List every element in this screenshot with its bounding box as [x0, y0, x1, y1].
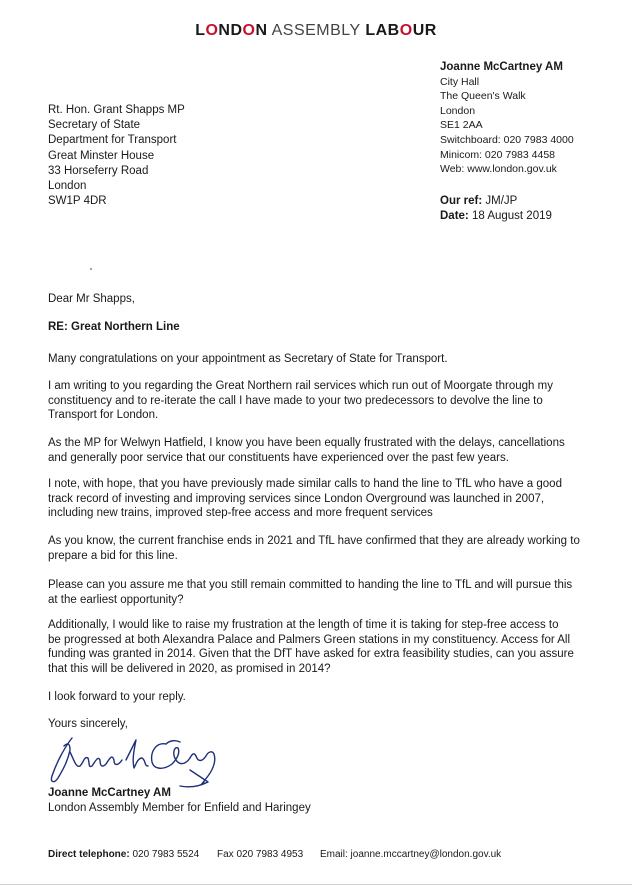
paragraph-line: Many congratulations on your appointment as Secretary of State for Transport.	[48, 353, 448, 365]
logo-letter: L	[195, 22, 206, 39]
sender-address-line: The Queen's Walk	[440, 90, 526, 103]
recipient-line: Secretary of State	[48, 119, 141, 132]
recipient-line: Great Minster House	[48, 149, 155, 162]
signer-name: Joanne McCartney AM	[48, 787, 171, 799]
paragraph	[48, 352, 588, 367]
paragraph-line: As you know, the current franchise ends in 2021 and TfL have confirmed that they are already working to	[48, 535, 580, 547]
paragraph-line: track record of investing and improving services since London Overground was launched in 2007,	[48, 492, 545, 505]
paragraph-line: funding was granted in 2014. Given that the DfT have asked for extra feasibility studies, can you assure	[48, 648, 574, 661]
logo-letter: ND	[218, 22, 243, 39]
signer-block	[48, 786, 311, 816]
paragraph-line: including new trains, improved step-free access and more frequent services	[48, 507, 433, 520]
paragraph-line: Transport for London.	[48, 409, 159, 422]
sender-name: Joanne McCartney AM	[440, 61, 563, 73]
handwritten-signature	[40, 730, 260, 790]
signer-title: London Assembly Member for Enfield and Haringey	[48, 802, 311, 814]
paragraph-line: I look forward to your reply.	[48, 691, 186, 703]
paragraph-line: Please can you assure me that you still remain committed to handing the line to TfL and will pursue this	[48, 579, 573, 591]
paragraph	[48, 618, 588, 676]
paragraph-line: be progressed at both Alexandra Palace and Palmers Green stations in my constituency. Access for All	[48, 633, 571, 646]
paragraph-line: As the MP for Welwyn Hatfield, I know you have been equally frustrated with the delays, cancellations	[48, 437, 565, 449]
recipient-line: Rt. Hon. Grant Shapps MP	[48, 104, 185, 116]
logo-letter: LAB	[365, 22, 400, 39]
sender-web: Web: www.london.gov.uk	[440, 163, 557, 176]
our-ref-label: Our ref:	[440, 195, 483, 207]
logo-letter: O	[205, 22, 219, 39]
sender-switchboard: Switchboard: 020 7983 4000	[440, 133, 574, 146]
recipient-line: SW1P 4DR	[48, 195, 107, 208]
direct-telephone-label: Direct telephone:	[48, 849, 130, 860]
logo-word-assembly: ASSEMBLY	[271, 22, 361, 39]
recipient-line: Department for Transport	[48, 134, 177, 147]
scan-speck	[90, 268, 92, 270]
paragraph-line: prepare a bid for this line.	[48, 549, 178, 562]
sender-address-line: SE1 2AA	[440, 119, 483, 132]
our-ref	[440, 194, 552, 209]
paragraph	[48, 436, 588, 465]
salutation: Dear Mr Shapps,	[48, 293, 135, 305]
direct-telephone-value: 020 7983 5524	[129, 849, 200, 860]
paragraph	[48, 379, 588, 423]
paragraph-line: constituency and to re-iterate the call I have made to your two predecessors to devolve the line to	[48, 394, 543, 407]
closing: Yours sincerely,	[48, 718, 128, 730]
recipient-line: London	[48, 180, 87, 193]
our-ref-value: JM/JP	[482, 195, 518, 207]
logo-letter: UR	[412, 22, 437, 39]
footer-email: Email: joanne.mccartney@london.gov.uk	[320, 849, 502, 860]
logo-letter: O	[242, 22, 256, 39]
sender-minicom: Minicom: 020 7983 4458	[440, 148, 555, 161]
paragraph	[48, 690, 588, 705]
page-edge-line	[0, 884, 632, 885]
footer-direct-telephone	[48, 849, 199, 860]
sender-address-block	[440, 60, 574, 177]
footer-fax: Fax 020 7983 4953	[217, 849, 304, 860]
paragraph-line: at the earliest opportunity?	[48, 593, 184, 606]
reference-block	[440, 194, 552, 224]
london-assembly-labour-logo	[0, 22, 632, 40]
date-value: 18 August 2019	[468, 210, 552, 222]
sender-address-line: City Hall	[440, 75, 480, 88]
date-label: Date:	[440, 210, 469, 222]
paragraph-line: I note, with hope, that you have previously made similar calls to hand the line to TfL who have a good	[48, 478, 562, 490]
recipient-address-block	[48, 103, 185, 209]
paragraph	[48, 534, 588, 563]
sender-address-line: London	[440, 104, 476, 117]
paragraph-line: and generally poor service that our constituents have experienced over the past few years.	[48, 451, 509, 464]
paragraph-line: I am writing to you regarding the Great Northern rail services which run out of Moorgate through my	[48, 380, 553, 392]
logo-letter: N	[255, 22, 268, 39]
subject-line: RE: Great Northern Line	[48, 321, 180, 333]
paragraph	[48, 477, 588, 521]
letter-date	[440, 209, 552, 224]
paragraph-line: Additionally, I would like to raise my frustration at the length of time it is taking for step-free access to	[48, 619, 559, 631]
paragraph-line: that this will be delivered in 2020, as promised in 2014?	[48, 662, 331, 675]
logo-letter: O	[399, 22, 413, 39]
paragraph	[48, 578, 588, 607]
recipient-line: 33 Horseferry Road	[48, 164, 149, 177]
